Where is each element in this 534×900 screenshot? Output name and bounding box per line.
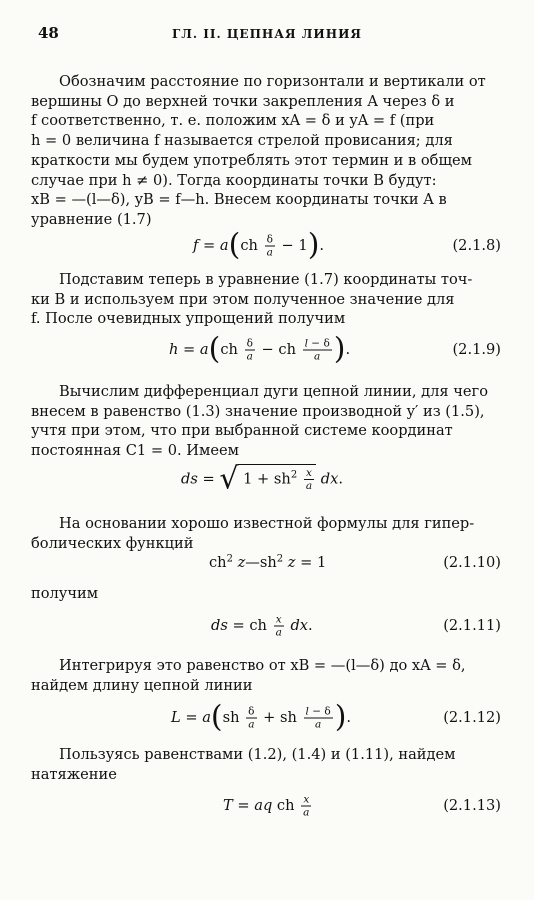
- equation-body: h = a(ch $\frac{\delta}{a}$ − ch $\frac{l - \delta}{a}$ ).: [169, 331, 351, 366]
- paragraph-line: болических функций: [31, 534, 194, 552]
- paragraph-line: Подставим теперь в уравнение (1.7) координаты точ-: [59, 271, 473, 288]
- paragraph-2: [31, 270, 501, 329]
- paragraph-line: учтя при этом, что при выбранной системе координат: [31, 422, 453, 440]
- equation-2-1-9: [31, 330, 501, 370]
- page-header: [0, 24, 534, 46]
- paragraph-line: получим: [31, 585, 99, 602]
- equation-2-1-11: [31, 606, 501, 646]
- paragraph-line: внесем в равенство (1.3) значение производной y′ из (1.5),: [31, 402, 485, 420]
- paragraph-line: Вычислим дифференциал дуги цепной линии, для чего: [59, 383, 488, 400]
- equation-number: (2.1.13): [443, 797, 501, 815]
- paragraph-line: Обозначим расстояние по горизонтали и вертикали от: [59, 73, 486, 90]
- paragraph-3: [31, 382, 501, 461]
- equation-body: ds = ch $\frac{x}{a}$ dx.: [211, 613, 313, 639]
- paragraph-line: уравнение (1.7): [31, 210, 152, 228]
- paragraph-line: найдем длину цепной линии: [31, 676, 253, 694]
- paragraph-line: Интегрируя это равенство от xB = —(l—δ) до xA = δ,: [59, 657, 466, 674]
- equation-number: (2.1.11): [443, 617, 501, 635]
- equation-body: $ch^2$ $z—sh^2$ z = 1: [209, 553, 327, 572]
- equation-number: (2.1.10): [443, 554, 501, 572]
- equation-2-1-13: [31, 786, 501, 826]
- equation-2-1-12: [31, 698, 501, 738]
- paragraph-line: случае при h ≠ 0). Тогда координаты точки B будут:: [31, 171, 437, 189]
- paragraph-line: xB = —(l—δ), yB = f—h. Внесем координаты точки A в: [31, 191, 447, 209]
- paragraph-1: [31, 72, 501, 230]
- equation-2-1-10: [31, 543, 501, 583]
- equation-body: ds = √ $1 + sh^2$ $\frac{x}{a}$ dx.: [181, 461, 343, 497]
- paragraph-line: Пользуясь равенствами (1.2), (1.4) и (1.11), найдем: [59, 746, 456, 763]
- equation-arc-differential: [31, 458, 501, 498]
- paragraph-line: f соответственно, т. е. положим xA = δ и yA = f (при: [31, 112, 435, 130]
- paragraph-line: h = 0 величина f называется стрелой провисания; для: [31, 132, 453, 150]
- paragraph-line: ки B и используем при этом полученное значение для: [31, 290, 455, 308]
- paragraph-line: f. После очевидных упрощений получим: [31, 310, 346, 328]
- paragraph-5: [31, 584, 501, 604]
- equation-number: (2.1.12): [443, 709, 501, 727]
- paragraph-6: [31, 656, 501, 695]
- running-head: ГЛ. II. ЦЕПНАЯ ЛИНИЯ: [172, 27, 362, 41]
- paragraph-7: [31, 745, 501, 784]
- equation-number: (2.1.8): [452, 237, 501, 255]
- paragraph-line: вершины O до верхней точки закрепления A через δ и: [31, 92, 455, 110]
- paragraph-line: постоянная C1 = 0. Имеем: [31, 442, 239, 460]
- paragraph-line: натяжение: [31, 765, 117, 783]
- page-number: 48: [38, 24, 59, 42]
- equation-body: L = a(sh $\frac{\delta}{a}$ + sh $\frac{l - \delta}{a}$ ).: [171, 699, 352, 734]
- paragraph-line: краткости мы будем употреблять этот термин и в общем: [31, 151, 473, 169]
- paragraph-line: На основании хорошо известной формулы для гипер-: [59, 515, 475, 532]
- equation-body: f = a(ch $\frac{\delta}{a}$ − 1).: [193, 227, 325, 262]
- equation-body: T = aq ch $\frac{x}{a}$: [223, 793, 310, 819]
- equation-number: (2.1.9): [452, 341, 501, 359]
- equation-2-1-8: [31, 226, 501, 266]
